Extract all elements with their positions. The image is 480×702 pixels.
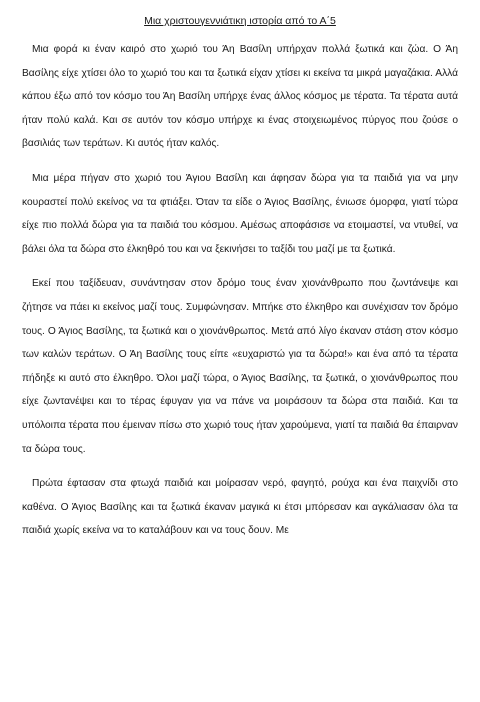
paragraph-1: Μια φορά κι έναν καιρό στο χωριό του Άη Βασίλη υπήρχαν πολλά ξωτικά και ζώα. Ο Άη Βασίλης είχε χτίσει όλο το χωριό του και τα ξωτικά είχαν χτίσει κι εκείνα τα μικρά μαγαζάκια. Αλλά κάπου έξω από τον κόσμο του Άη Βασίλη υπήρχε ένας άλλος κόσμος με τέρατα. Τα τέρατα αυτά ήταν πολύ καλά. Και σε αυτόν τον κόσμο υπήρχε κι ένας στοιχειωμένος πύργος που ζούσε ο βασιλιάς των τεράτων. Κι αυτός ήταν καλός. [22, 44, 458, 150]
paragraph-3: Εκεί που ταξίδευαν, συνάντησαν στον δρόμο τους έναν χιονάνθρωπο που ζωντάνεψε και ζήτησε να πάει κι εκείνος μαζί τους. Συμφώνησαν. Μπήκε στο έλκηθρο και συνέχισαν τον δρόμο τους. Ο Άγιος Βασίλης, τα ξωτικά και ο χιονάνθρωπος. Μετά από λίγο έκαναν στάση στον κόσμο των καλών τεράτων. Ο Άη Βασίλης τους είπε «ευχαριστώ για τα δώρα!» και ένα από τα τέρατα πήδηξε κι αυτό στο έλκηθρο. Όλοι μαζί τώρα, ο Άγιος Βασίλης, τα ξωτικά, ο χιονάνθρωπος που είχε ζωντανέψει και το τέρας έφυγαν για να πάνε να μοιράσουν τα δώρα στα παιδιά. Και τα υπόλοιπα τέρατα που έμειναν πίσω στο χωριό τους ήταν χαρούμενα, γιατί τα παιδιά θα έπαιρναν τα δώρα τους. [22, 278, 458, 455]
paragraph-2: Μια μέρα πήγαν στο χωριό του Άγιου Βασίλη και άφησαν δώρα για τα παιδιά για να μην κουραστεί πολύ εκείνος να τα φτιάξει. Όταν τα είδε ο Άγιος Βασίλης, ένιωσε όμορφα, γιατί τώρα είχε πιο πολλά δώρα για τα παιδιά του κόσμου. Αμέσως αποφάσισε να ετοιμαστεί, να ντυθεί, να βάλει όλα τα δώρα στο έλκηθρό του και να ξεκινήσει το ταξίδι του μαζί με τα ξωτικά. [22, 172, 458, 255]
paragraph-4: Πρώτα έφτασαν στα φτωχά παιδιά και μοίρασαν νερό, φαγητό, ρούχα και ένα παιχνίδι στο καθένα. Ο Άγιος Βασίλης και τα ξωτικά έκαναν μαγικά κι έτσι μπόρεσαν και αγκάλιασαν όλα τα παιδιά χωρίς εκείνα να το καταλάβουν και να τους δουν. Με [22, 478, 458, 537]
document-title: Μια χριστουγεννιάτικη ιστορία από το Α΄5 [144, 15, 336, 27]
document-page [22, 14, 458, 554]
